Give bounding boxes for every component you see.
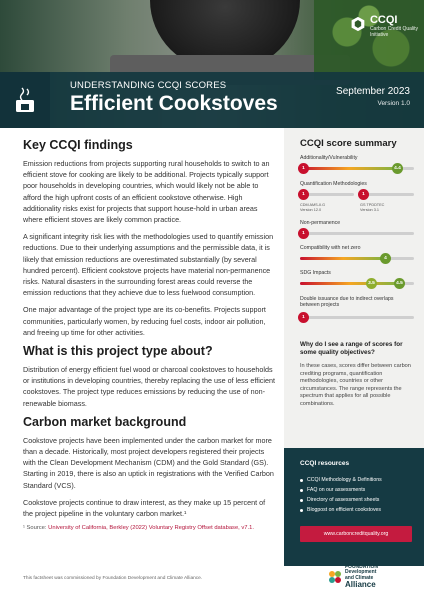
score-dot: 1 xyxy=(298,312,309,323)
score-dot: 1 xyxy=(358,189,369,200)
resources-heading: CCQI resources xyxy=(300,460,350,467)
score-fill xyxy=(300,257,386,260)
resource-link[interactable]: CCQI Methodology & Definitions xyxy=(300,475,382,485)
metric-label: Non-permanence xyxy=(300,220,341,226)
score-track xyxy=(300,282,414,285)
score-track xyxy=(300,193,354,196)
logo-line: and Climate xyxy=(345,574,374,581)
resources-panel xyxy=(284,448,424,566)
score-track xyxy=(300,232,414,235)
score-track xyxy=(360,193,414,196)
section-heading: What is this project type about? xyxy=(23,344,213,359)
paragraph: A significant integrity risk lies with the methodologies used to quantify emission reductions. Due to their underlying assumptions and the permissible data, it is likely that emission reductions are overestimated substantially (by several hundred percent). Efficient cookstove projects have material non-permanence risks. Natural disasters in the surrounding forest areas could reverse the emission reductions that they achieve due to less fuelwood consumption. xyxy=(23,232,274,298)
foundation-mark-icon xyxy=(328,570,342,584)
explainer-heading: Why do I see a range of scores for some quality objectives? xyxy=(300,341,403,356)
sub-methodology xyxy=(300,187,354,212)
score-fill xyxy=(300,282,400,285)
logo-line: Alliance xyxy=(345,580,376,590)
logo-tagline: Carbon Credit Quality Initiative xyxy=(369,26,419,38)
resource-link[interactable]: Blogpost on efficient cookstoves xyxy=(300,505,382,515)
score-dot: 1 xyxy=(298,228,309,239)
logo-brand: CCQI xyxy=(369,14,398,26)
page-version: Version 1.0 xyxy=(377,100,410,107)
ccqi-logo[interactable] xyxy=(350,14,424,38)
metric-additionality xyxy=(300,155,414,170)
sub-methodology xyxy=(360,187,414,212)
score-dot-high: 4.4 xyxy=(392,163,403,174)
sub-version: Version 3.1 xyxy=(360,207,379,212)
footnote xyxy=(23,525,277,531)
paragraph: One major advantage of the project type are its co-benefits. Projects support communities, particularly women, by reducing fuel costs, indoor air pollution, and freeing up time for other activities. xyxy=(23,305,266,337)
metric-label: Double issuance due to indirect overlaps between projects xyxy=(300,296,394,308)
section-heading: Key CCQI findings xyxy=(23,138,133,152)
sub-name: GS TPDDTEC xyxy=(360,203,385,207)
main-content xyxy=(23,136,277,531)
score-dot: 4 xyxy=(380,253,391,264)
foundation-logo[interactable] xyxy=(328,565,378,589)
score-dot-low: 1 xyxy=(298,163,309,174)
metric-non-permanence xyxy=(300,220,414,235)
metric-quantification xyxy=(300,181,414,212)
paragraph: Cookstove projects have been implemented under the carbon market for more than a decade. Historically, most project developers registered their projects with the Clean Development Mechanism (CDM) and the Gold Standard (GS). Starting in 2019, there is also an uptick in registrations with the Verified Carbon Standard (VCS). xyxy=(23,435,274,490)
resource-link[interactable]: FAQ on our assessments xyxy=(300,485,382,495)
cookstove-tile xyxy=(0,72,50,128)
title-band xyxy=(0,72,424,128)
metric-double-issuance xyxy=(300,296,414,319)
sub-label xyxy=(300,203,354,212)
page-eyebrow: UNDERSTANDING CCQI SCORES xyxy=(70,80,227,91)
logo-line: FOUNDATION xyxy=(345,564,378,570)
metric-sdg-impacts xyxy=(300,270,414,285)
section-heading: Carbon market background xyxy=(23,414,187,429)
footer-note: This factsheet was commissioned by Foundation Development and Climate Alliance. xyxy=(23,576,203,581)
bullet-icon xyxy=(300,509,303,512)
resource-link[interactable]: Directory of assessment sheets xyxy=(300,495,382,505)
metric-label: Additionality/Vulnerability xyxy=(300,155,358,161)
metric-label: SDG Impacts xyxy=(300,270,331,276)
score-fill xyxy=(300,167,398,170)
bullet-icon xyxy=(300,489,303,492)
foliage-image xyxy=(314,0,424,80)
score-dot-low: 3.5 xyxy=(366,278,377,289)
sidebar-title: CCQI score summary xyxy=(300,138,397,149)
metric-net-zero xyxy=(300,245,414,260)
page-date: September 2023 xyxy=(336,86,410,97)
paragraph: Cookstove projects continue to draw interest, as they make up 15 percent of the project pipeline in the voluntary carbon market.¹ xyxy=(23,497,266,519)
sub-name: CDM AMS-II.G xyxy=(300,203,326,207)
sub-version: Version 12.0 xyxy=(300,207,322,212)
page-title: Efficient Cookstoves xyxy=(70,92,278,115)
range-explainer xyxy=(300,341,412,409)
cookstove-icon xyxy=(13,86,37,114)
metric-label: Compatibility with net zero xyxy=(300,245,361,251)
footnote-source-link[interactable]: University of California, Berkley (2022) xyxy=(48,525,148,532)
footnote-database-link[interactable]: Voluntary Registry Offset database, v7.1. xyxy=(148,525,254,532)
bullet-icon xyxy=(300,479,303,482)
explainer-text: In these cases, scores differ between carbon crediting programs, quantification methodologies, countries or other circumstances. The range represents the spectrum that applies for all possible combinations. xyxy=(300,363,411,407)
score-dot: 1 xyxy=(298,189,309,200)
score-track xyxy=(300,167,414,170)
website-button[interactable]: www.carboncreditquality.org xyxy=(300,526,412,542)
score-track xyxy=(300,257,414,260)
metric-label: Quantification Methodologies xyxy=(300,181,367,187)
sub-label xyxy=(360,203,414,212)
paragraph: Distribution of energy efficient fuel wood or charcoal cookstoves to households or institutions in developing countries, thereby replacing the use of less efficient cookstoves. The project type reduces emissions by reducing the use of non-renewable biomass. xyxy=(23,365,275,408)
paragraph: Emission reductions from projects supporting rural households to switch to an efficient stove for cooking are likely to be additional. Projects typically support poor households in developing countries, which would likely not be able to afford the high upfront costs of an efficient cookstove otherwise. High additionality risks exist for projects that support house-hold in urban areas where efficient stoves are likely common practice. xyxy=(23,159,270,225)
footnote-label: ¹ Source: xyxy=(23,525,47,532)
score-track xyxy=(300,316,414,319)
ccqi-hexagon-icon xyxy=(350,14,366,34)
score-dot-high: 4.5 xyxy=(394,278,405,289)
resources-list xyxy=(300,475,382,515)
logo-line: Development xyxy=(345,569,377,576)
bullet-icon xyxy=(300,499,303,502)
